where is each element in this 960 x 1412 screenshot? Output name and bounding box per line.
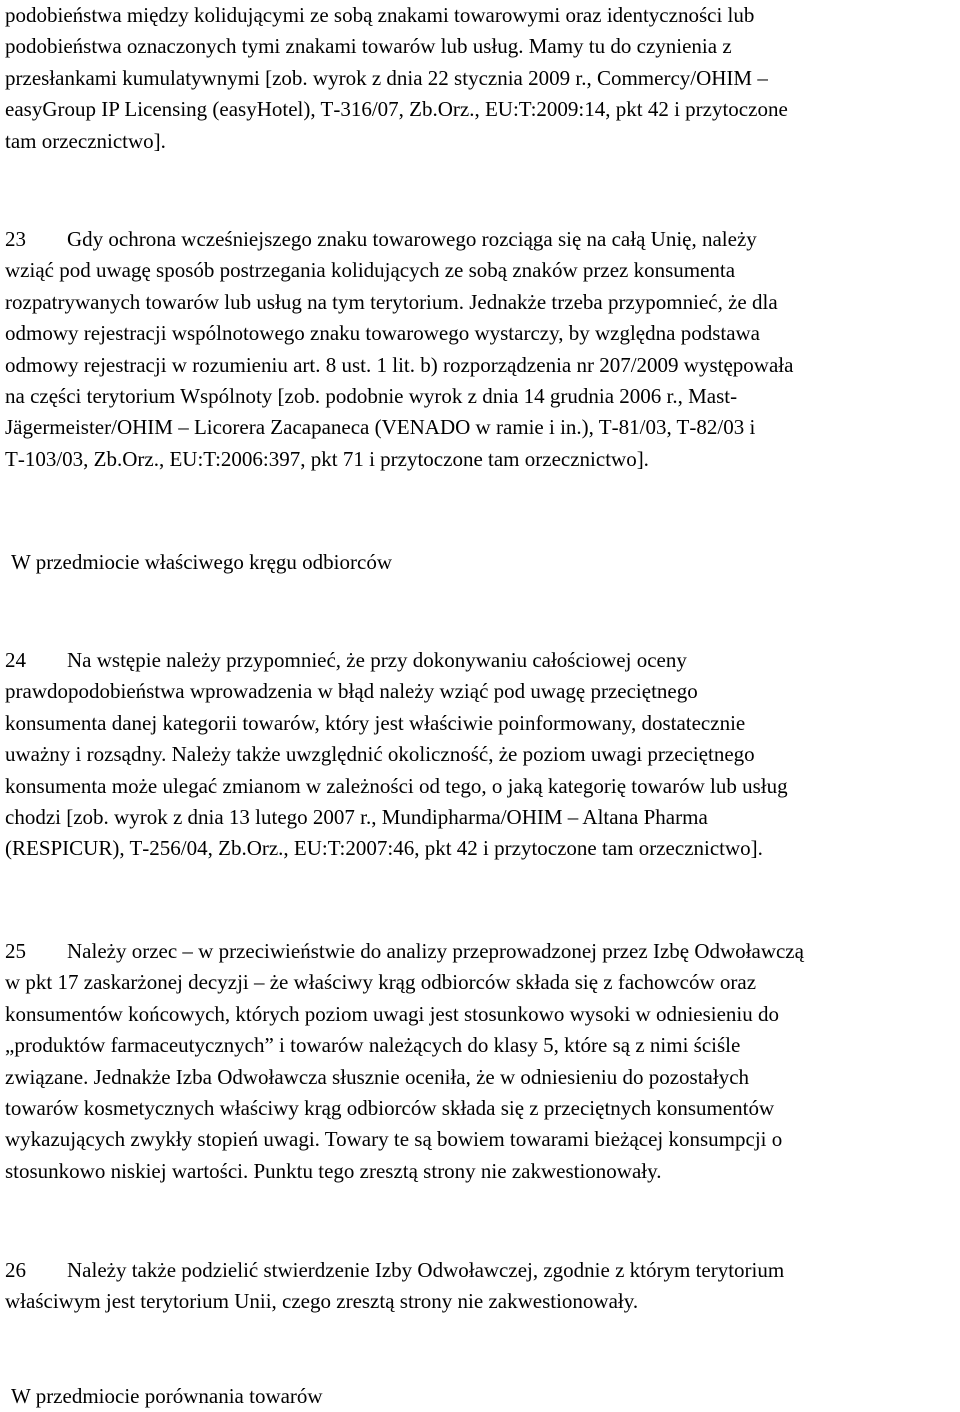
paragraph-25 (5, 936, 955, 1187)
text-line: podobieństwa oznaczonych tymi znakami towarów lub usług. Mamy tu do czynienia z (5, 34, 732, 59)
text-line: chodzi [zob. wyrok z dnia 13 lutego 2007 r., Mundipharma/OHIM – Altana Pharma (5, 805, 708, 830)
text-line: konsumenta danej kategorii towarów, który jest właściwie poinformowany, dostatecznie (5, 710, 746, 735)
text-line: w pkt 17 zaskarżonej decyzji – że właściwy krąg odbiorców składa się z fachowców oraz (5, 970, 757, 995)
text-line: na części terytorium Wspólnoty [zob. podobnie wyrok z dnia 14 grudnia 2006 r., Mast- (5, 384, 738, 409)
text-line: konsumenta może ulegać zmianom w zależności od tego, o jaką kategorię towarów lub usług (5, 773, 788, 798)
paragraph-first-line (5, 224, 955, 255)
text-line: odmowy rejestracji wspólnotowego znaku towarowego wystarczy, by względna podstawa (5, 321, 761, 346)
text-line: konsumentów końcowych, których poziom uwagi jest stosunkowo wysoki w odniesieniu do (5, 1001, 780, 1026)
text-line: Gdy ochrona wcześniejszego znaku towarowego rozciąga się na całą Unię, należy (67, 227, 757, 251)
text-line: uważny i rozsądny. Należy także uwzględnić okoliczność, że poziom uwagi przeciętnego (5, 742, 755, 767)
text-line: Należy także podzielić stwierdzenie Izby Odwoławczej, zgodnie z którym terytorium (67, 1258, 785, 1282)
paragraph-first-line (5, 936, 955, 967)
text-line: odmowy rejestracji w rozumieniu art. 8 ust. 1 lit. b) rozporządzenia nr 207/2009 występowała (5, 352, 794, 377)
text-line: towarów kosmetycznych właściwy krąg odbiorców składa się z przeciętnych konsumentów (5, 1096, 775, 1121)
text-line: wziąć pod uwagę sposób postrzegania kolidujących ze sobą znaków przez konsumenta (5, 258, 736, 283)
paragraph-26 (5, 1255, 955, 1318)
paragraph-number: 25 (5, 939, 26, 963)
paragraph-number: 26 (5, 1258, 26, 1282)
text-line: podobieństwa między kolidującymi ze sobą znakami towarowymi oraz identyczności lub (5, 3, 755, 27)
paragraph-23 (5, 224, 955, 475)
section-heading: W przedmiocie porównania towarów (11, 1384, 323, 1408)
text-line: easyGroup IP Licensing (easyHotel), T‑316/07, Zb.Orz., EU:T:2009:14, pkt 42 i przytoczone (5, 97, 788, 122)
text-line: wykazujących zwykły stopień uwagi. Towary te są bowiem towarami bieżącej konsumpcji o (5, 1127, 783, 1152)
text-line: Należy orzec – w przeciwieństwie do analizy przeprowadzonej przez Izbę Odwoławczą (67, 939, 804, 963)
text-line: Na wstępie należy przypomnieć, że przy dokonywaniu całościowej oceny (67, 648, 687, 672)
paragraph-number: 23 (5, 227, 26, 251)
text-line: właściwym jest terytorium Unii, czego zresztą strony nie zakwestionowały. (5, 1289, 639, 1314)
text-line: (RESPICUR), T‑256/04, Zb.Orz., EU:T:2007:46, pkt 42 i przytoczone tam orzecznictwo]. (5, 836, 763, 861)
text-line: prawdopodobieństwa wprowadzenia w błąd należy wziąć pod uwagę przeciętnego (5, 679, 698, 704)
text-line: tam orzecznictwo]. (5, 128, 166, 153)
paragraph-first-line (5, 1255, 955, 1286)
text-line: przesłankami kumulatywnymi [zob. wyrok z dnia 22 stycznia 2009 r., Commercy/OHIM – (5, 65, 768, 90)
section-heading: W przedmiocie właściwego kręgu odbiorców (11, 550, 392, 574)
text-line: związane. Jednakże Izba Odwoławcza słusznie oceniła, że w odniesieniu do pozostałych (5, 1064, 750, 1089)
text-line: Jägermeister/OHIM – Licorera Zacapaneca (VENADO w ramie i in.), T‑81/03, T‑82/03 i (5, 415, 756, 440)
text-line: „produktów farmaceutycznych” i towarów należących do klasy 5, które są z nimi ściśle (5, 1033, 741, 1058)
text-line: stosunkowo niskiej wartości. Punktu tego zresztą strony nie zakwestionowały. (5, 1158, 662, 1183)
paragraph-intro (5, 0, 955, 157)
paragraph-first-line (5, 645, 955, 676)
text-line: T‑103/03, Zb.Orz., EU:T:2006:397, pkt 71 i przytoczone tam orzecznictwo]. (5, 446, 649, 471)
paragraph-24 (5, 645, 955, 865)
text-line: rozpatrywanych towarów lub usług na tym terytorium. Jednakże trzeba przypomnieć, że dla (5, 289, 778, 314)
paragraph-number: 24 (5, 648, 26, 672)
